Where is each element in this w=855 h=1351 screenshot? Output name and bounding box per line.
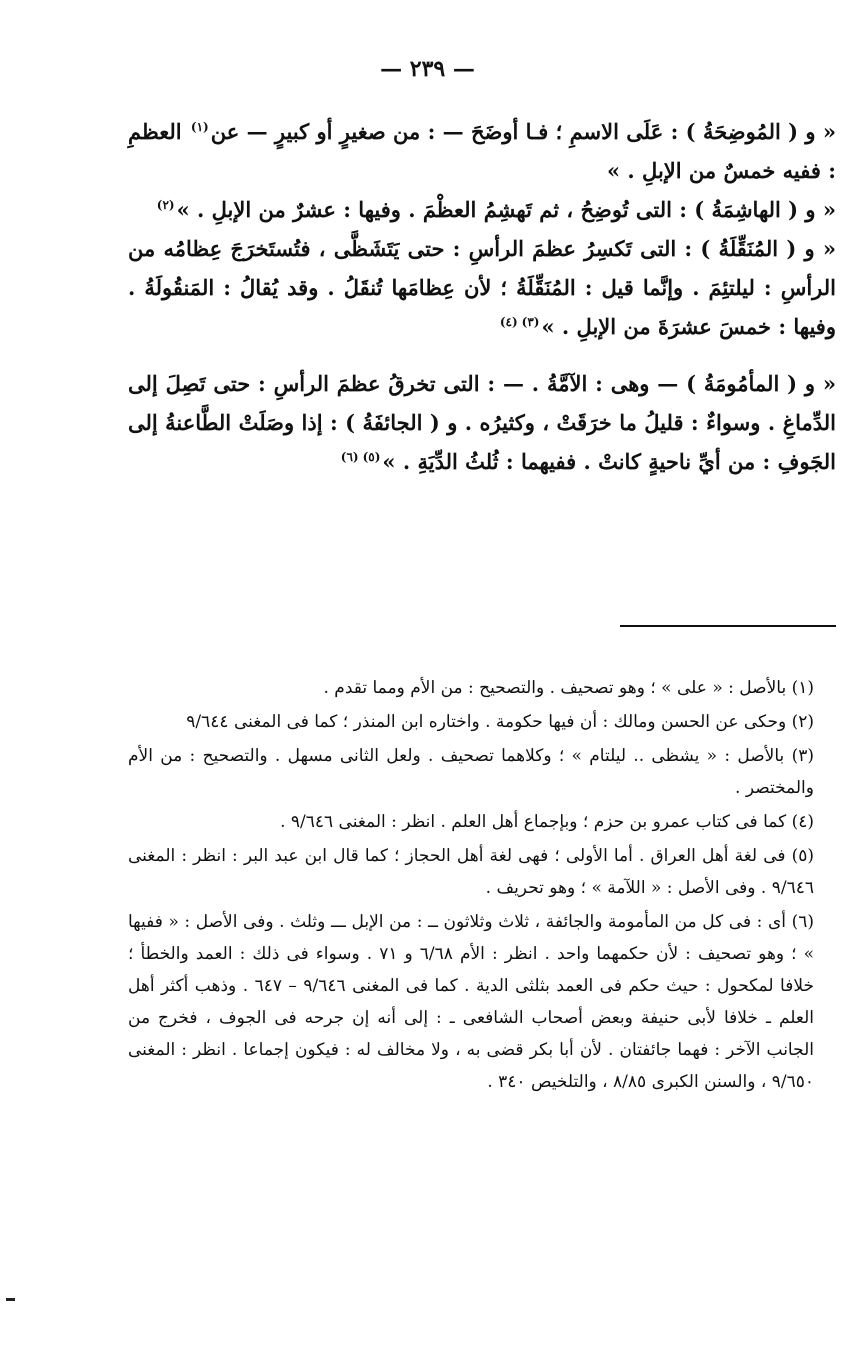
scan-edge-mark [6,1298,15,1301]
paragraph-mudiha-line-2: العظمِ : ففيه خمسٌ من الإبلِ . » [128,119,836,183]
page-number: — ٢٣٩ — [380,56,475,82]
paragraph-mamuma-text: « و ( المأمُومَةُ ) — وهى : الآمَّةُ . — : التى تخرقُ عظمَ الرأسِ : حتى تَصِلَ إلى الدِّماغِ . وسواءٌ : قليلُ ما خرَقَتْ ، وكثيرُه . و ( الجائفَةُ ) : إذا وصَلَتْ الطَّاعنةُ إلى الجَوفِ : من أيِّ ناحيةٍ كانتْ . ففيهما : ثُلثُ الدِّيَةِ . » [128,371,836,474]
paragraph-mudiha [128,112,836,190]
footnote-mark-6: (٦) [340,450,359,464]
paragraph-hashima [128,190,836,229]
footnote-divider [620,625,836,627]
footnote-2: (٢) وحكى عن الحسن ومالك : أن فيها حكومة . واختاره ابن المنذر ؛ كما فى المغنى ٩/٦٤٤ [186,712,814,732]
paragraph-mudiha-line-1: « و ( المُوضِحَةُ ) : عَلَى الاسمِ ؛ فـا أوضَحَ — : من صغيرٍ أو كبيرٍ — عن [210,119,836,144]
footnote-mark-3: (٣) [521,315,540,329]
footnote-5: (٥) فى لغة أهل العراق . أما الأولى ؛ فهى لغة أهل الحجاز ؛ كما قال ابن عبد البر : انظر : المغنى ٩/٦٤٦ . وفى الأصل : « اللآمة » ؛ وهو تحريف . [128,846,814,898]
footnote-mark-1: (١) [190,120,209,134]
footnote-3: (٣) بالأصل : « يشظى .. ليلتام » ؛ وكلاهما تصحيف . ولعل الثانى مسهل . والتصحيح : من الأم والمختصر . [128,746,814,798]
paragraph-munaqqila-text: « و ( المُنَقِّلَةُ ) : التى تَكسِرُ عظمَ الرأسِ : حتى يَتَشَظَّى ، فتُستَخرَجَ عِظامُه من الرأسِ : ليلتئِمَ . وإنَّما قيل : المُنَقِّلَةُ ؛ لأن عِظامَها تُنقَلُ . وقد يُقالُ : المَنقُولَةُ . وفيها : خمسَ عشرَةَ من الإبلِ . » [128,236,836,339]
footnote-4: (٤) كما فى كتاب عمرو بن حزم ؛ وبإجماع أهل العلم . انظر : المغنى ٩/٦٤٦ . [280,812,814,832]
footnote-mark-4: (٤) [499,315,518,329]
main-text-block [128,112,836,481]
paragraph-mamuma [128,364,836,481]
paragraph-munaqqila [128,229,836,346]
footnote-mark-5: (٥) [362,450,381,464]
paragraph-hashima-text: « و ( الهاشِمَةُ ) : التى تُوضِحُ ، ثم تَهشِمُ العظْمَ . وفيها : عشرٌ من الإبلِ . » [176,197,836,222]
footnote-1: (١) بالأصل : « على » ؛ وهو تصحيف . والتصحيح : من الأم ومما تقدم . [323,678,814,698]
footnote-mark-2: (٢) [156,198,175,212]
footnotes-block [128,672,836,1100]
footnote-6: (٦) أى : فى كل من المأمومة والجائفة ، ثلاث وثلاثون ــ : من الإبل ـــ وثلث . وفى الأصل : « ففيها » ؛ وهو تصحيف : لأن حكمهما واحد . انظر : الأم ٦/٦٨ و ٧١ . وسواء فى ذلك : العمد والخطأ ؛ خلافا لمكحول : حيث حكم فى العمد بثلثى الدية . كما فى المغنى ٩/٦٤٦ – ٦٤٧ . وذهب أكثر أهل العلم ـ خلافا لأبى حنيفة وبعض أصحاب الشافعى ـ : إلى أنه إن جرحه فى الجوف ، فخرج من الجانب الآخر : فهما جائفتان . لأن أبا بكر قضى به ، ولا مخالف له : فيكون إجماعا . انظر : المغنى ٩/٦٥٠ ، والسنن الكبرى ٨/٨٥ ، والتلخيص ٣٤٠ . [128,912,814,1092]
